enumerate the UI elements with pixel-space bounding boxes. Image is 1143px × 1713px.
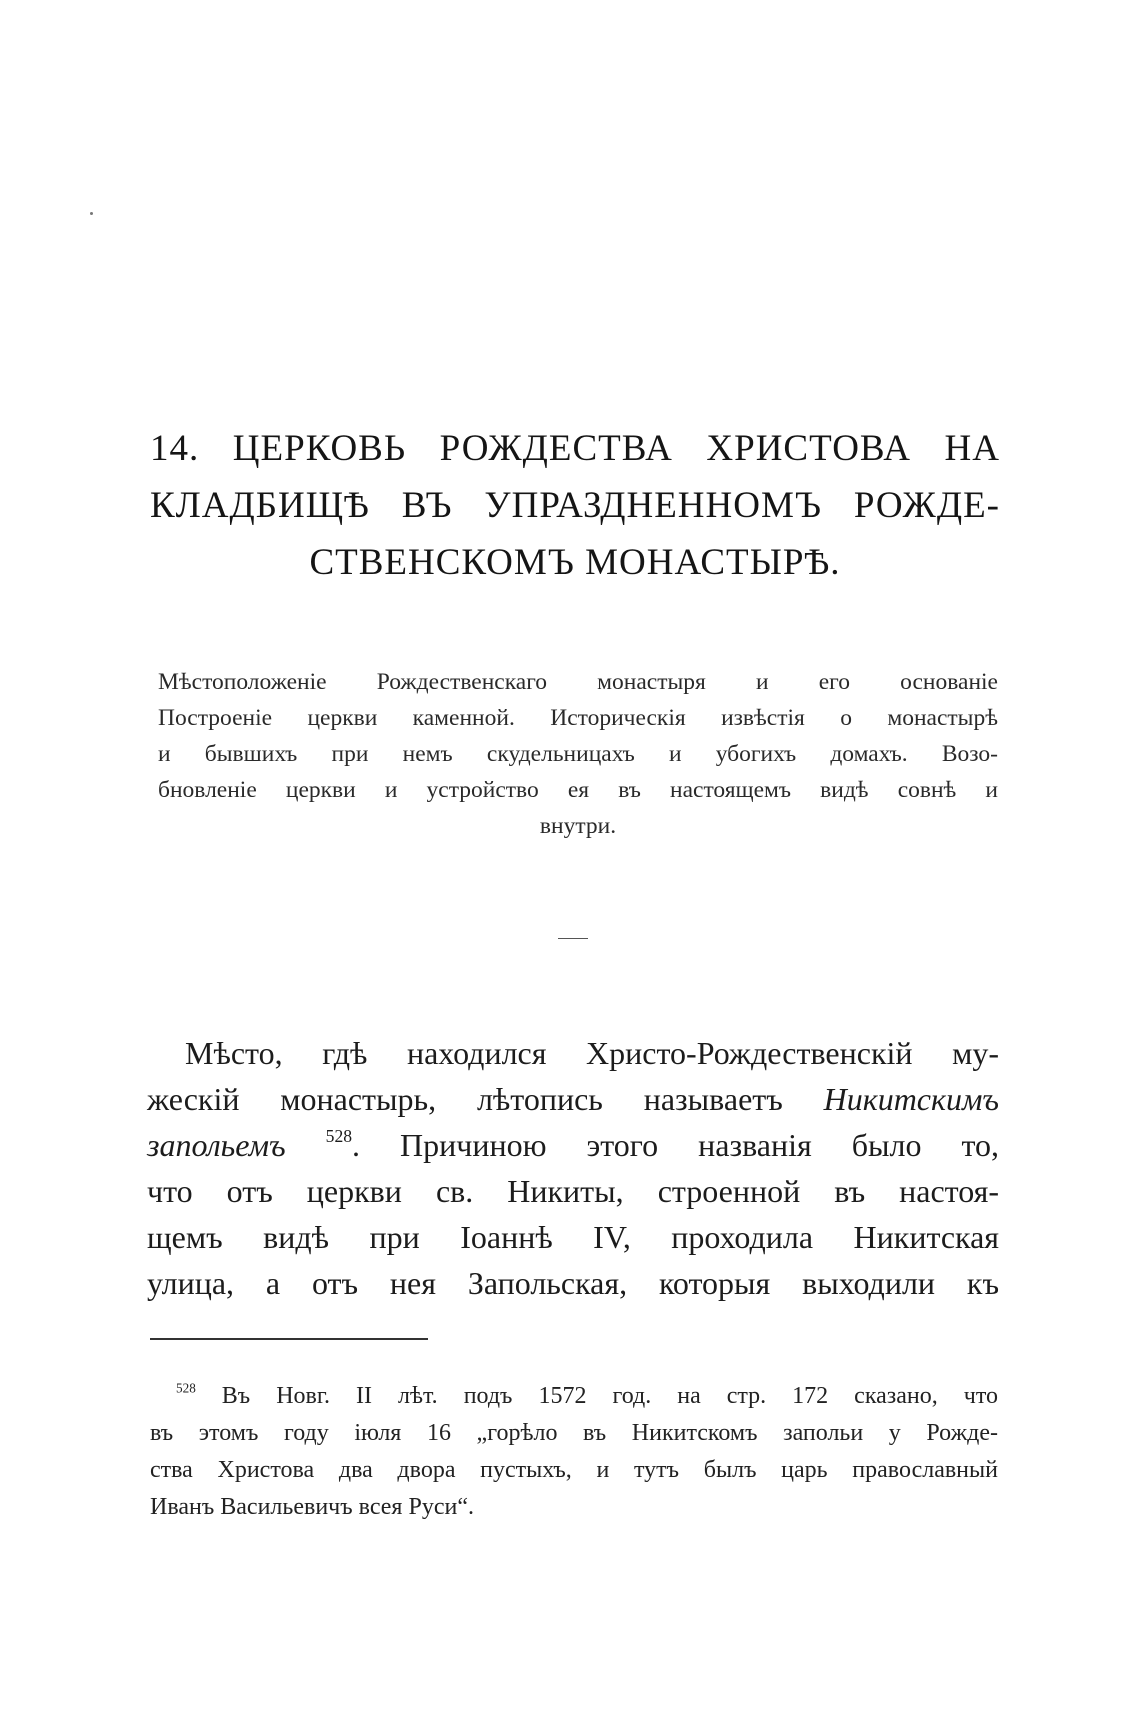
footnote-reference[interactable]: 528 [325,1125,353,1146]
body-line [147,1122,999,1168]
chapter-heading [150,420,1000,591]
body-text-run: жескій монастырь, лѣтопись называетъ [147,1081,824,1117]
summary-line: Построеніе церкви каменной. Историческія извѣстія о монастырѣ [158,705,998,731]
body-text-run: . Причиною этого названія было то, [352,1127,1000,1163]
chapter-heading-line: 14. ЦЕРКОВЬ РОЖДЕСТВА ХРИСТОВА НА [150,428,1000,469]
summary-line: бновленіе церкви и устройство ея въ настоящемъ видѣ совнѣ и [158,777,998,803]
italic-term: запольемъ [147,1127,286,1163]
summary-line: и бывшихъ при немъ скудельницахъ и убогихъ домахъ. Возо- [158,741,998,767]
section-separator [558,938,588,939]
body-line: щемъ видѣ при Іоаннѣ IV, проходила Никитская [147,1219,999,1255]
footnote [150,1378,998,1526]
footnote-number: 528 [176,1380,196,1396]
footnote-line: ства Христова два двора пустыхъ, и тутъ былъ царь православный [150,1457,998,1483]
body-line: улица, а отъ нея Запольская, которыя выходили къ [147,1265,999,1301]
chapter-heading-line: КЛАДБИЩѢ ВЪ УПРАЗДНЕННОМЪ РОЖДЕ- [150,485,1000,526]
italic-term: Никитскимъ [823,1081,999,1117]
chapter-summary [158,664,998,844]
footnote-text-run: Въ Новг. II лѣт. подъ 1572 год. на стр. 172 сказано, что [195,1383,998,1409]
footnote-rule [150,1338,428,1340]
summary-line: Мѣстоположеніе Рождественскаго монастыря и его основаніе [158,669,998,695]
body-line: Мѣсто, гдѣ находился Христо-Рождественскій му- [185,1035,999,1071]
body-paragraph [147,1030,999,1306]
chapter-heading-line: СТВЕНСКОМЪ МОНАСТЫРѢ. [309,542,841,583]
summary-line: внутри. [539,813,617,839]
body-line [147,1076,999,1122]
paper-speck [90,212,93,215]
footnote-line: Иванъ Васильевичъ всея Руси“. [150,1494,474,1520]
body-line: что отъ церкви св. Никиты, строенной въ настоя- [147,1173,999,1209]
footnote-line: въ этомъ году іюля 16 „горѣло въ Никитскомъ запольи у Рожде- [150,1420,998,1446]
footnote-line [150,1378,998,1415]
